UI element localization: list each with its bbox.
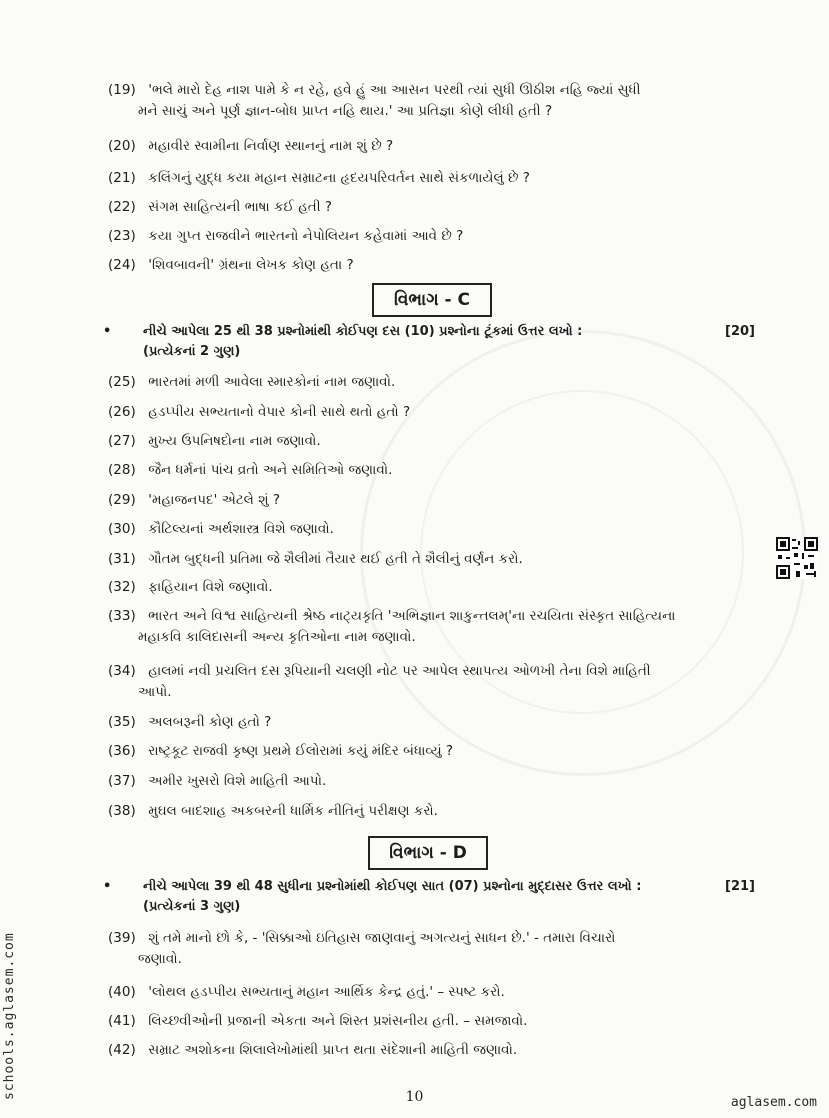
question-number: (34): [108, 663, 136, 679]
question-number: (29): [108, 492, 136, 508]
question-number: (37): [108, 773, 136, 789]
question-text: 'ભલે મારો દેહ નાશ પામે કે ન રહે, હવે હું આ આસન પરથી ત્યાં સુધી ઊઠીશ નહિ જ્યાં સુધી: [148, 82, 641, 98]
question-number: (22): [108, 199, 136, 215]
question-number: (38): [108, 803, 136, 819]
question-text-continuation: આપો.: [138, 684, 172, 700]
question-text: મહાવીર સ્વામીના નિર્વાણ સ્થાનનું નામ શું છે ?: [148, 138, 394, 154]
question-38: [108, 801, 768, 822]
question-35: [108, 712, 768, 733]
question-text: 'મહાજનપદ' એટલે શું ?: [148, 492, 281, 508]
question-number: (26): [108, 404, 136, 420]
question-19: [108, 80, 768, 122]
question-23: [108, 226, 768, 247]
question-25: [108, 372, 768, 393]
instruction-marks-each: (પ્રત્યેકનાં 2 ગુણ): [143, 344, 241, 359]
question-text: ભારતમાં મળી આવેલા સ્મારકોનાં નામ જણાવો.: [148, 374, 396, 390]
side-watermark: schools.aglasem.com: [2, 932, 17, 1100]
question-text: સમ્રાટ અશોકના શિલાલેખોમાંથી પ્રાપ્ત થતા સંદેશાની માહિતી જણાવો.: [148, 1042, 518, 1058]
question-number: (31): [108, 551, 136, 567]
question-text: મુઘલ બાદશાહ અકબરની ધાર્મિક નીતિનું પરીક્ષણ કરો.: [148, 803, 438, 819]
page-number: 10: [405, 1089, 424, 1105]
question-21: [108, 168, 768, 189]
question-number: (23): [108, 228, 136, 244]
section-total-marks: [21]: [725, 879, 755, 894]
question-text: લિચ્છવીઓની પ્રજાની એકતા અને શિસ્ત પ્રશંસનીય હતી. – સમજાવો.: [148, 1013, 528, 1029]
question-text: હાલમાં નવી પ્રચલિત દસ રૂપિયાની ચલણી નોટ પર આપેલ સ્થાપત્ય ઓળખી તેના વિશે માહિતી: [148, 663, 651, 679]
question-31: [108, 549, 768, 570]
question-number: (19): [108, 82, 136, 98]
question-37: [108, 771, 768, 792]
section-d-heading: વિભાગ - D: [368, 836, 488, 870]
question-text: કલિંગનું યુદ્ધ કયા મહાન સમ્રાટના હૃદયપરિવર્તન સાથે સંકળાયેલું છે ?: [148, 170, 530, 186]
question-number: (40): [108, 984, 136, 1000]
question-32: [108, 577, 768, 598]
question-number: (30): [108, 521, 136, 537]
question-text: હડપ્પીય સભ્યતાનો વેપાર કોની સાથે થતો હતો ?: [148, 404, 411, 420]
question-29: [108, 490, 768, 511]
question-26: [108, 402, 768, 423]
question-text: 'શિવબાવની' ગ્રંથના લેખક કોણ હતા ?: [148, 257, 354, 273]
section-d-instruction: [103, 877, 773, 917]
question-text: મુખ્ય ઉપનિષદોના નામ જણાવો.: [148, 433, 321, 449]
question-text: જૈન ધર્મનાં પાંચ વ્રતો અને સમિતિઓ જણાવો.: [148, 462, 393, 478]
question-number: (42): [108, 1042, 136, 1058]
question-text-continuation: જણાવો.: [138, 951, 182, 967]
question-28: [108, 460, 768, 481]
bullet: •: [103, 879, 112, 894]
question-27: [108, 431, 768, 452]
question-text: કૌટિલ્યનાં અર્થશાસ્ત્ર વિશે જણાવો.: [148, 521, 334, 537]
question-text: સંગમ સાહિત્યની ભાષા કઈ હતી ?: [148, 199, 333, 215]
question-text: અમીર ખુસરો વિશે માહિતી આપો.: [148, 773, 327, 789]
question-number: (35): [108, 714, 136, 730]
question-text: ફાહિયાન વિશે જણાવો.: [148, 579, 273, 595]
question-text: અલબરૂની કોણ હતો ?: [148, 714, 272, 730]
question-number: (33): [108, 608, 136, 624]
question-number: (39): [108, 930, 136, 946]
question-number: (27): [108, 433, 136, 449]
question-text: શું તમે માનો છો કે, - 'સિક્કાઓ ઇતિહાસ જાણવાનું અગત્યનું સાધન છે.' - તમારા વિચારો: [148, 930, 616, 946]
question-number: (25): [108, 374, 136, 390]
question-number: (36): [108, 743, 136, 759]
instruction-text: નીચે આપેલા 39 થી 48 સુધીના પ્રશ્નોમાંથી કોઈપણ સાત (07) પ્રશ્નોના મુદ્દાસર ઉત્તર લખો :: [143, 879, 642, 894]
question-text: ગૌતમ બુદ્ધની પ્રતિમા જે શૈલીમાં તૈયાર થઈ હતી તે શૈલીનું વર્ણન કરો.: [148, 551, 523, 567]
section-c-instruction: [103, 322, 773, 362]
question-39: [108, 928, 768, 970]
qr-code-icon: [776, 537, 818, 579]
question-41: [108, 1011, 768, 1032]
question-text: ભારત અને વિશ્વ સાહિત્યની શ્રેષ્ઠ નાટ્યકૃતિ 'અભિજ્ઞાન શાકુન્તલમ્'ના રચયિતા સંસ્કૃત સાહિત્યના: [148, 608, 676, 624]
instruction-marks-each: (પ્રત્યેકનાં 3 ગુણ): [143, 899, 241, 914]
question-text: કયા ગુપ્ત રાજવીને ભારતનો નેપોલિયન કહેવામાં આવે છે ?: [148, 228, 464, 244]
question-42: [108, 1040, 768, 1061]
question-40: [108, 982, 768, 1003]
question-20: [108, 136, 768, 157]
question-number: (24): [108, 257, 136, 273]
question-number: (41): [108, 1013, 136, 1029]
question-text: રાષ્ટ્રકૂટ રાજવી કૃષ્ણ પ્રથમે ઈલોરામાં કયું મંદિર બંધાવ્યું ?: [148, 743, 454, 759]
bullet: •: [103, 324, 112, 339]
question-number: (28): [108, 462, 136, 478]
question-36: [108, 741, 768, 762]
question-34: [108, 661, 768, 703]
corner-watermark: aglasem.com: [730, 1095, 817, 1110]
instruction-text: નીચે આપેલા 25 થી 38 પ્રશ્નોમાંથી કોઈપણ દસ (10) પ્રશ્નોના ટૂંકમાં ઉત્તર લખો :: [143, 324, 583, 339]
question-number: (32): [108, 579, 136, 595]
question-text-continuation: મને સાચું અને પૂર્ણ જ્ઞાન-બોધ પ્રાપ્ત નહિ થાય.' આ પ્રતિજ્ઞા કોણે લીધી હતી ?: [138, 103, 553, 119]
section-c-heading: વિભાગ - C: [372, 283, 492, 317]
section-total-marks: [20]: [725, 324, 755, 339]
question-number: (21): [108, 170, 136, 186]
question-number: (20): [108, 138, 136, 154]
question-24: [108, 255, 768, 276]
question-text: 'લોથલ હડપ્પીય સભ્યતાનું મહાન આર્થિક કેન્દ્ર હતું.' – સ્પષ્ટ કરો.: [148, 984, 505, 1000]
question-text-continuation: મહાકવિ કાલિદાસની અન્ય કૃતિઓના નામ જણાવો.: [138, 629, 416, 645]
question-22: [108, 197, 768, 218]
question-30: [108, 519, 768, 540]
question-33: [108, 606, 768, 648]
